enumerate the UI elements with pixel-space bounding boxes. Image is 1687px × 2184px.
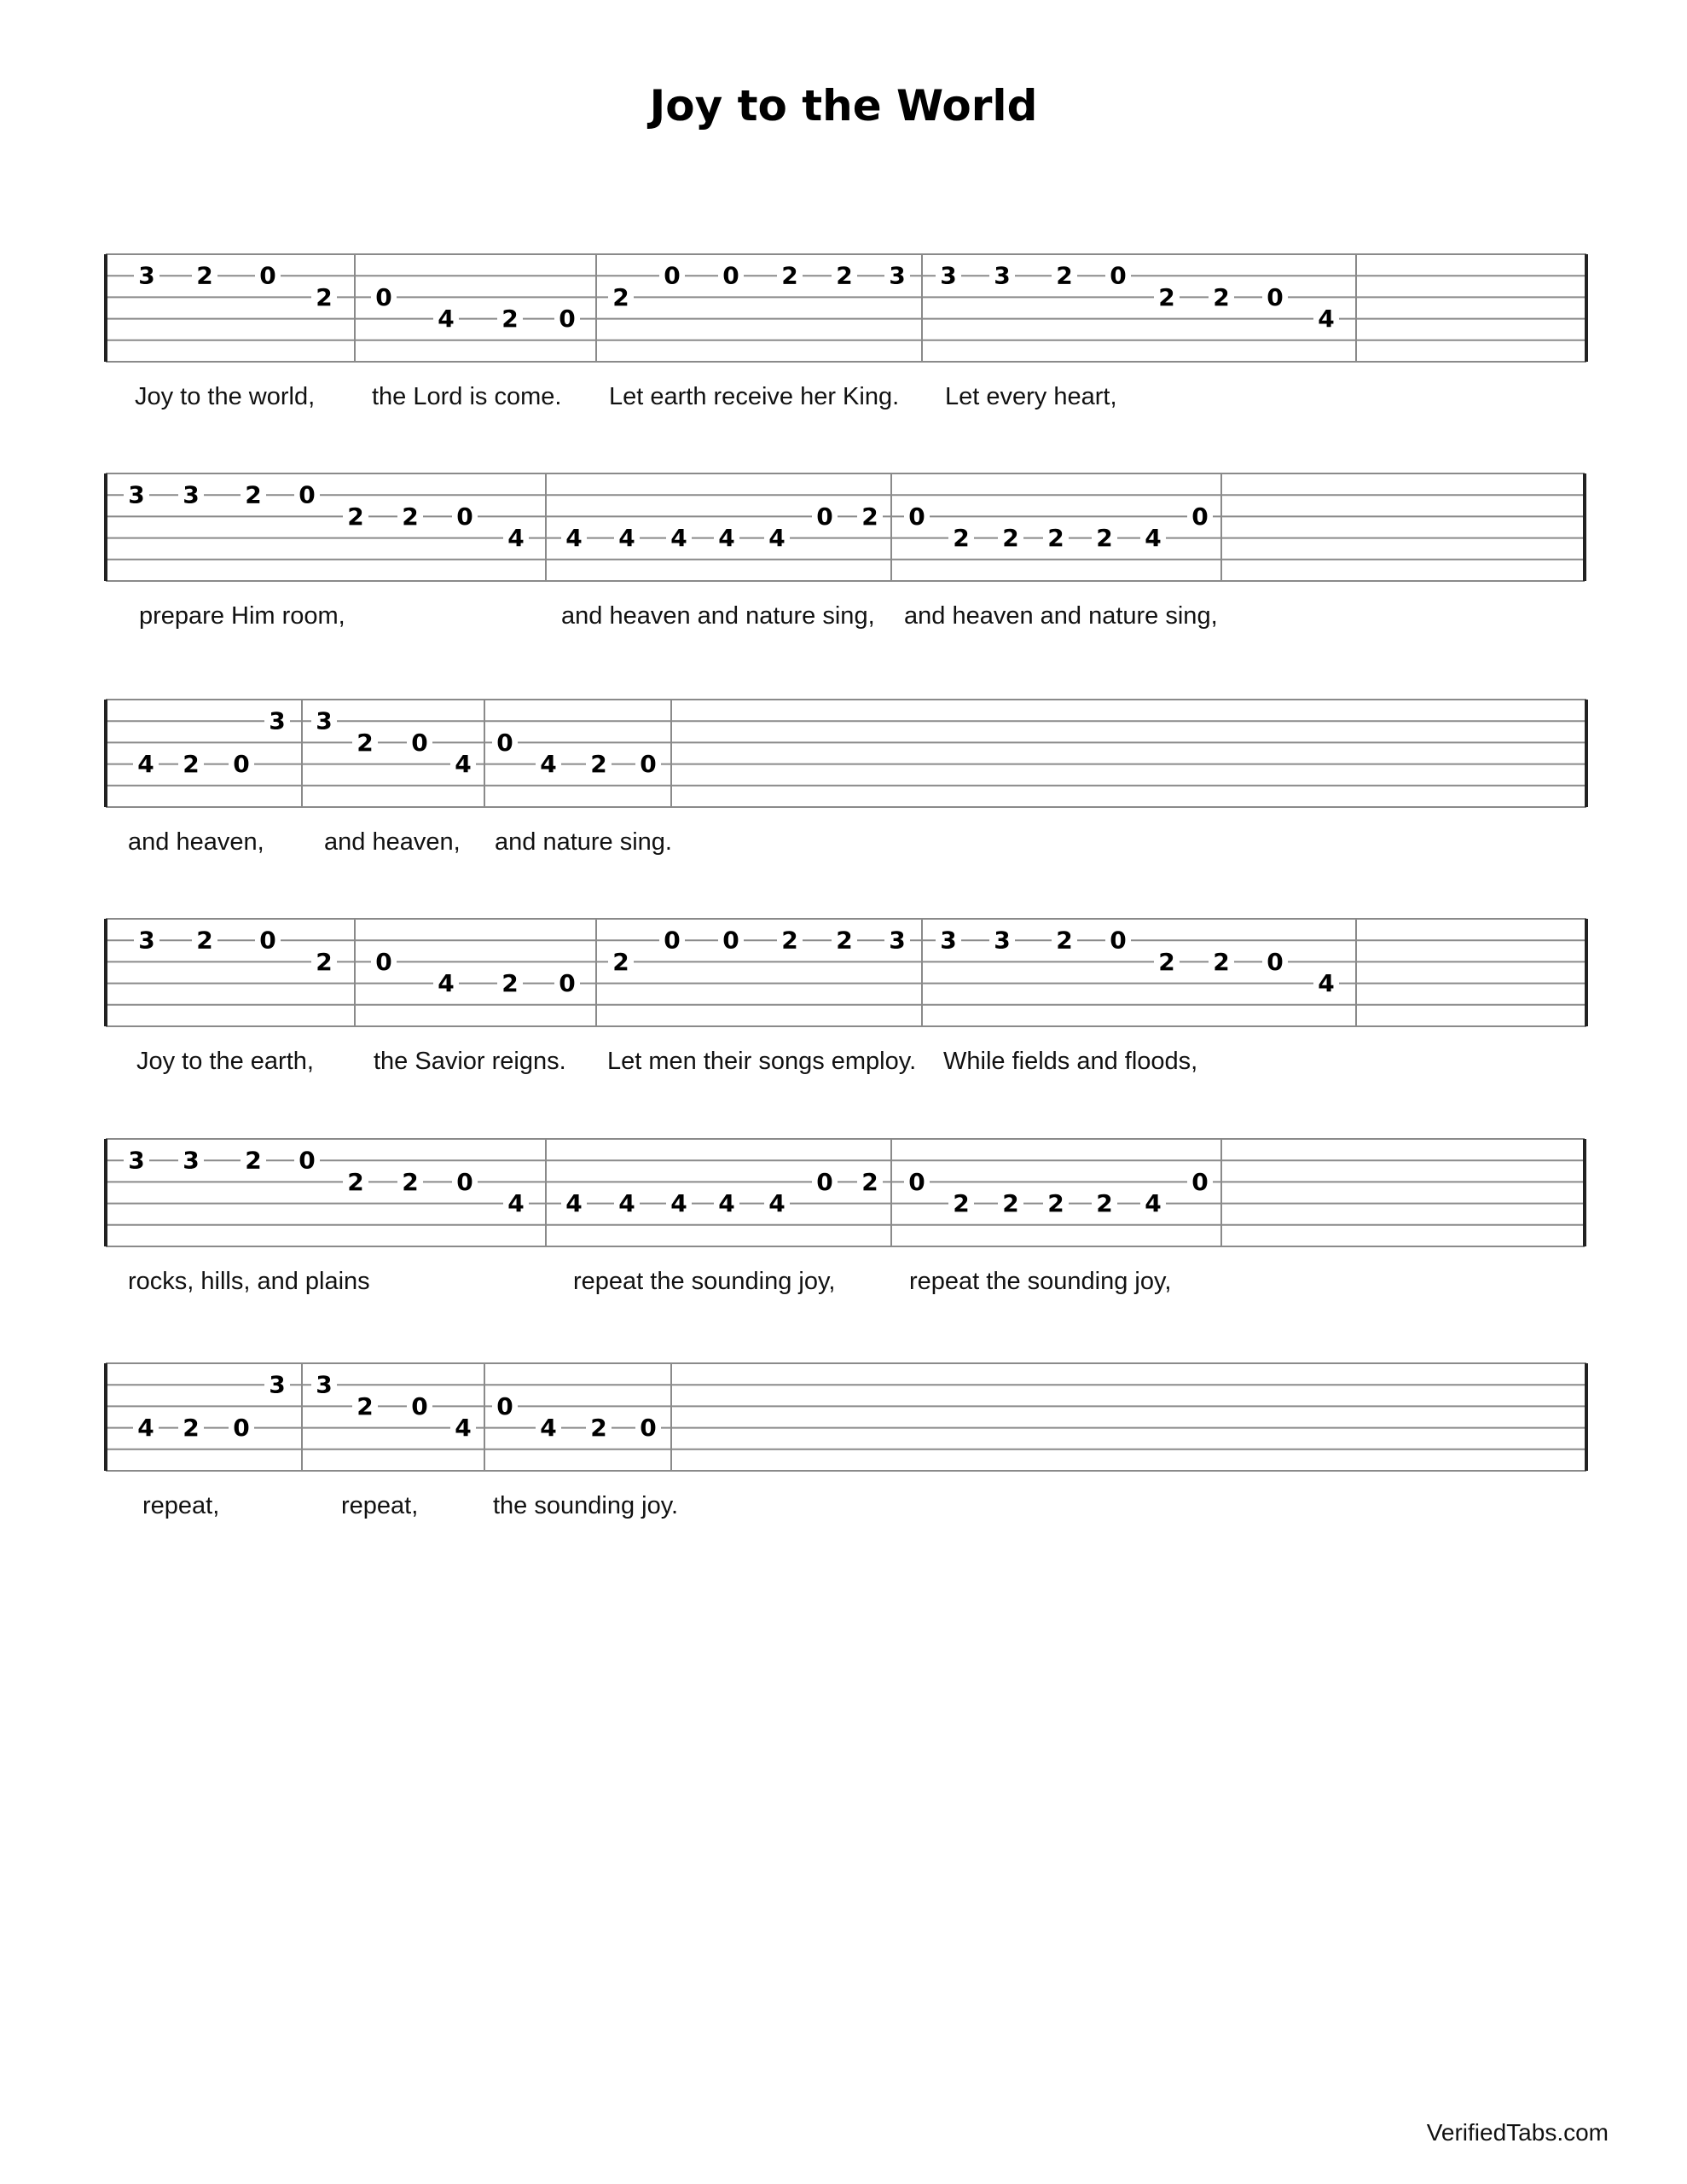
fret-number: 4 xyxy=(1318,305,1335,334)
fret-number: 2 xyxy=(357,1391,374,1420)
fret-number: 2 xyxy=(1213,282,1230,311)
fret-number: 0 xyxy=(375,282,392,311)
fret-number: 0 xyxy=(908,502,925,531)
fret-number: 2 xyxy=(612,282,629,311)
fret-number: 4 xyxy=(540,750,557,779)
tab-system xyxy=(106,919,1586,1075)
fret-number: 0 xyxy=(1267,282,1284,311)
fret-number: 3 xyxy=(128,1146,145,1175)
fret-number: 0 xyxy=(496,728,513,757)
fret-number: 0 xyxy=(559,305,576,334)
fret-number: 0 xyxy=(1267,947,1284,976)
fret-number: 0 xyxy=(456,502,473,531)
fret-number: 0 xyxy=(299,1146,316,1175)
tab-system xyxy=(106,1363,1586,1519)
fret-number: 3 xyxy=(183,1146,200,1175)
page-title: Joy to the World xyxy=(649,81,1038,131)
lyric-line: the Savior reigns. xyxy=(374,1048,566,1075)
lyric-line: repeat, xyxy=(142,1492,220,1519)
fret-number: 2 xyxy=(590,750,607,779)
fret-number: 4 xyxy=(718,524,735,553)
fret-number: 3 xyxy=(269,1370,286,1399)
fret-number: 2 xyxy=(1056,926,1073,955)
fret-number: 0 xyxy=(496,1391,513,1420)
footer-credit: VerifiedTabs.com xyxy=(1426,2119,1609,2146)
fret-number: 3 xyxy=(994,261,1011,290)
fret-number: 0 xyxy=(1110,261,1127,290)
fret-number: 2 xyxy=(357,728,374,757)
tab-system xyxy=(106,700,1586,856)
fret-number: 2 xyxy=(316,947,333,976)
fret-number: 4 xyxy=(565,524,583,553)
fret-number: 4 xyxy=(137,750,154,779)
fret-number: 4 xyxy=(137,1414,154,1443)
fret-number: 0 xyxy=(411,1391,428,1420)
fret-number: 3 xyxy=(889,926,906,955)
fret-number: 4 xyxy=(670,524,687,553)
lyric-line: Joy to the earth, xyxy=(136,1048,314,1075)
fret-number: 0 xyxy=(1110,926,1127,955)
fret-number: 2 xyxy=(196,261,213,290)
fret-number: 4 xyxy=(438,305,455,334)
fret-number: 0 xyxy=(722,261,739,290)
fret-number: 3 xyxy=(994,926,1011,955)
lyric-line: repeat, xyxy=(341,1492,419,1519)
fret-number: 4 xyxy=(507,524,525,553)
fret-number: 2 xyxy=(1096,1189,1113,1218)
fret-number: 4 xyxy=(768,524,786,553)
fret-number: 2 xyxy=(836,926,853,955)
fret-number: 0 xyxy=(259,261,276,290)
fret-number: 0 xyxy=(664,261,681,290)
fret-number: 2 xyxy=(953,1189,970,1218)
fret-number: 2 xyxy=(1158,282,1175,311)
lyric-line: and nature sing. xyxy=(495,828,672,856)
fret-number: 3 xyxy=(316,706,333,735)
fret-number: 0 xyxy=(233,750,250,779)
fret-number: 2 xyxy=(781,926,798,955)
fret-number: 3 xyxy=(128,480,145,509)
fret-number: 3 xyxy=(940,261,957,290)
fret-number: 2 xyxy=(953,524,970,553)
fret-number: 2 xyxy=(1002,1189,1019,1218)
fret-number: 4 xyxy=(1145,1189,1162,1218)
lyric-line: and heaven, xyxy=(128,828,264,856)
fret-number: 4 xyxy=(1145,524,1162,553)
lyric-line: While fields and floods, xyxy=(943,1048,1198,1075)
fret-number: 2 xyxy=(836,261,853,290)
fret-number: 0 xyxy=(816,1167,833,1196)
fret-number: 4 xyxy=(507,1189,525,1218)
fret-number: 0 xyxy=(299,480,316,509)
fret-number: 0 xyxy=(375,947,392,976)
tab-system xyxy=(106,254,1586,410)
fret-number: 2 xyxy=(347,502,364,531)
fret-number: 4 xyxy=(670,1189,687,1218)
lyric-line: rocks, hills, and plains xyxy=(128,1268,370,1295)
tab-system xyxy=(106,1139,1585,1295)
fret-number: 0 xyxy=(456,1167,473,1196)
fret-number: 2 xyxy=(347,1167,364,1196)
fret-number: 2 xyxy=(1047,524,1064,553)
fret-number: 3 xyxy=(138,261,155,290)
fret-number: 2 xyxy=(501,969,519,998)
fret-number: 2 xyxy=(183,1414,200,1443)
fret-number: 0 xyxy=(908,1167,925,1196)
fret-number: 2 xyxy=(1096,524,1113,553)
fret-number: 2 xyxy=(402,502,419,531)
fret-number: 2 xyxy=(501,305,519,334)
fret-number: 2 xyxy=(245,480,262,509)
lyric-line: Let every heart, xyxy=(945,383,1117,410)
fret-number: 0 xyxy=(233,1414,250,1443)
fret-number: 3 xyxy=(138,926,155,955)
fret-number: 4 xyxy=(455,750,472,779)
fret-number: 4 xyxy=(1318,969,1335,998)
lyric-line: repeat the sounding joy, xyxy=(573,1268,836,1295)
fret-number: 2 xyxy=(861,1167,878,1196)
fret-number: 4 xyxy=(618,1189,635,1218)
fret-number: 3 xyxy=(940,926,957,955)
lyric-line: and heaven, xyxy=(324,828,461,856)
fret-number: 2 xyxy=(402,1167,419,1196)
lyric-line: Let men their songs employ. xyxy=(607,1048,917,1075)
fret-number: 2 xyxy=(590,1414,607,1443)
tab-system xyxy=(106,473,1585,630)
lyric-line: prepare Him room, xyxy=(139,602,345,630)
fret-number: 2 xyxy=(781,261,798,290)
fret-number: 0 xyxy=(259,926,276,955)
fret-number: 0 xyxy=(640,1414,657,1443)
fret-number: 3 xyxy=(269,706,286,735)
fret-number: 2 xyxy=(1213,947,1230,976)
fret-number: 3 xyxy=(183,480,200,509)
fret-number: 0 xyxy=(722,926,739,955)
lyric-line: and heaven and nature sing, xyxy=(561,602,875,630)
fret-number: 3 xyxy=(316,1370,333,1399)
fret-number: 0 xyxy=(1191,1167,1209,1196)
lyric-line: repeat the sounding joy, xyxy=(909,1268,1172,1295)
lyric-line: Let earth receive her King. xyxy=(609,383,900,410)
fret-number: 0 xyxy=(640,750,657,779)
fret-number: 2 xyxy=(1158,947,1175,976)
fret-number: 4 xyxy=(540,1414,557,1443)
lyric-line: the Lord is come. xyxy=(372,383,562,410)
fret-number: 4 xyxy=(768,1189,786,1218)
fret-number: 0 xyxy=(1191,502,1209,531)
fret-number: 4 xyxy=(438,969,455,998)
fret-number: 2 xyxy=(1002,524,1019,553)
fret-number: 4 xyxy=(618,524,635,553)
fret-number: 0 xyxy=(664,926,681,955)
lyric-line: and heaven and nature sing, xyxy=(904,602,1218,630)
lyric-line: the sounding joy. xyxy=(493,1492,679,1519)
fret-number: 2 xyxy=(1056,261,1073,290)
fret-number: 2 xyxy=(316,282,333,311)
fret-number: 4 xyxy=(455,1414,472,1443)
fret-number: 2 xyxy=(1047,1189,1064,1218)
fret-number: 3 xyxy=(889,261,906,290)
fret-number: 2 xyxy=(196,926,213,955)
fret-number: 2 xyxy=(245,1146,262,1175)
fret-number: 4 xyxy=(718,1189,735,1218)
fret-number: 0 xyxy=(816,502,833,531)
fret-number: 2 xyxy=(612,947,629,976)
fret-number: 0 xyxy=(559,969,576,998)
lyric-line: Joy to the world, xyxy=(135,383,316,410)
fret-number: 2 xyxy=(183,750,200,779)
fret-number: 0 xyxy=(411,728,428,757)
fret-number: 2 xyxy=(861,502,878,531)
fret-number: 4 xyxy=(565,1189,583,1218)
